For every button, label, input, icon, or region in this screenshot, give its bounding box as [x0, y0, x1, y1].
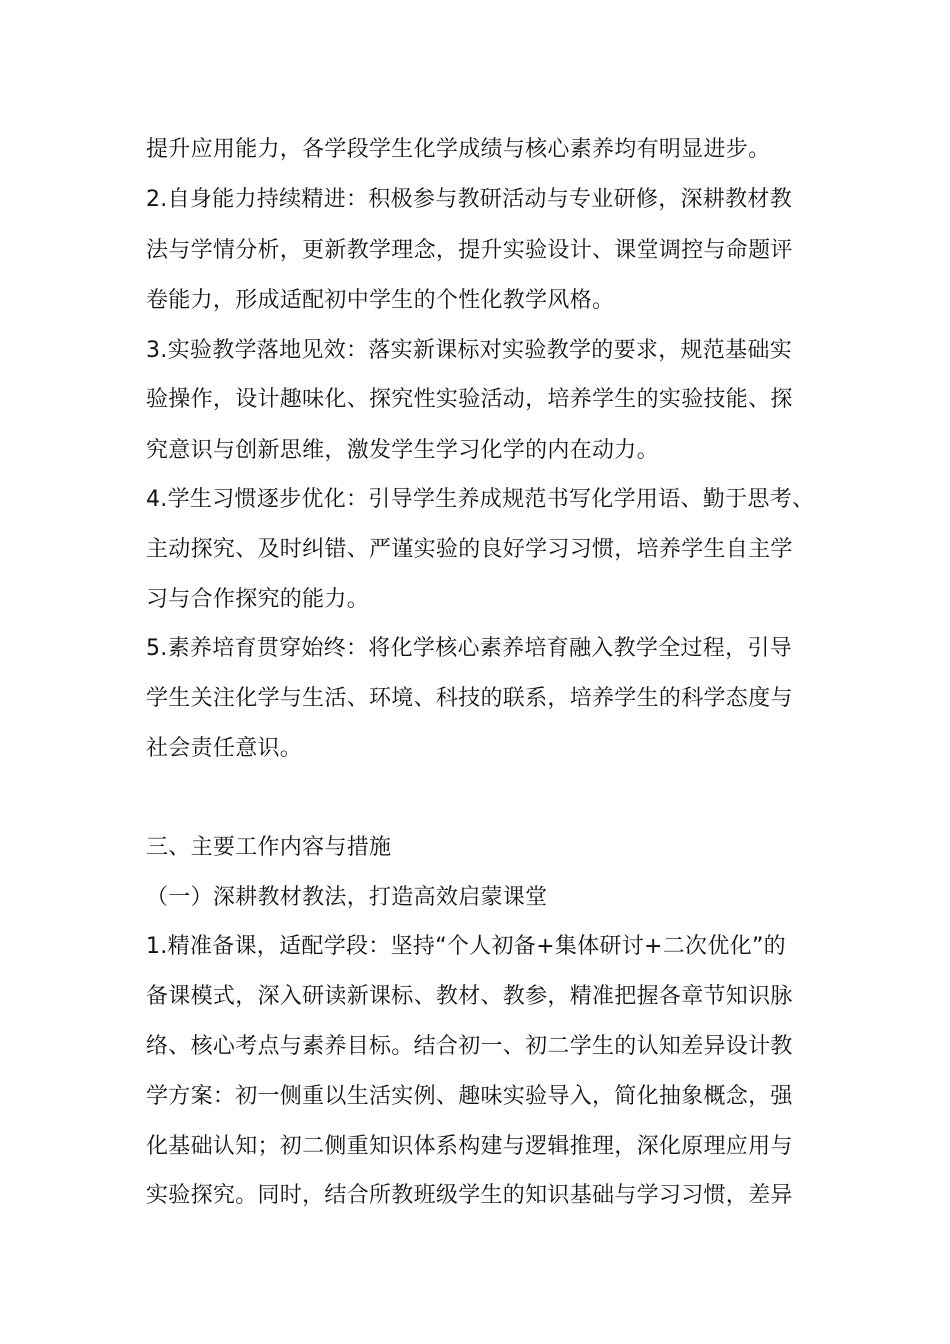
text-line: 3.实验教学落地见效：落实新课标对实验教学的要求，规范基础实 [146, 338, 792, 363]
text-line: 化基础认知；初二侧重知识体系构建与逻辑推理，深化原理应用与 [146, 1134, 793, 1159]
text-line: 5.素养培育贯穿始终：将化学核心素养培育融入教学全过程，引导 [146, 636, 792, 661]
text-line: 习与合作探究的能力。 [146, 587, 370, 612]
text-line: 学方案：初一侧重以生活实例、趣味实验导入，简化抽象概念，强 [146, 1084, 793, 1109]
text-line: 社会责任意识。 [146, 736, 303, 761]
section-heading: 三、主要工作内容与措施 [146, 835, 392, 860]
text-line: 学生关注化学与生活、环境、科技的联系，培养学生的科学态度与 [146, 686, 793, 711]
text-line: 提升应用能力，各学段学生化学成绩与核心素养均有明显进步。 [146, 137, 771, 162]
text-line: 4.学生习惯逐步优化：引导学生养成规范书写化学用语、勤于思考、 [146, 487, 815, 512]
text-line: 卷能力，形成适配初中学生的个性化教学风格。 [146, 288, 615, 313]
text-line: 实验探究。同时，结合所教班级学生的知识基础与学习习惯，差异 [146, 1183, 793, 1208]
text-line: 主动探究、及时纠错、严谨实验的良好学习习惯，培养学生自主学 [146, 537, 793, 562]
text-line: 1.精准备课，适配学段：坚持“个人初备+集体研讨+二次优化”的 [146, 934, 786, 959]
subsection-heading: （一）深耕教材教法，打造高效启蒙课堂 [146, 885, 548, 910]
text-line: 法与学情分析，更新教学理念，提升实验设计、课堂调控与命题评 [146, 238, 793, 263]
text-line: 究意识与创新思维，激发学生学习化学的内在动力。 [146, 438, 659, 463]
text-line: 备课模式，深入研读新课标、教材、教参，精准把握各章节知识脉 [146, 984, 793, 1009]
text-line: 络、核心考点与素养目标。结合初一、初二学生的认知差异设计教 [146, 1034, 793, 1059]
text-line: 2.自身能力持续精进：积极参与教研活动与专业研修，深耕教材教 [146, 187, 792, 212]
text-line: 验操作，设计趣味化、探究性实验活动，培养学生的实验技能、探 [146, 387, 793, 412]
